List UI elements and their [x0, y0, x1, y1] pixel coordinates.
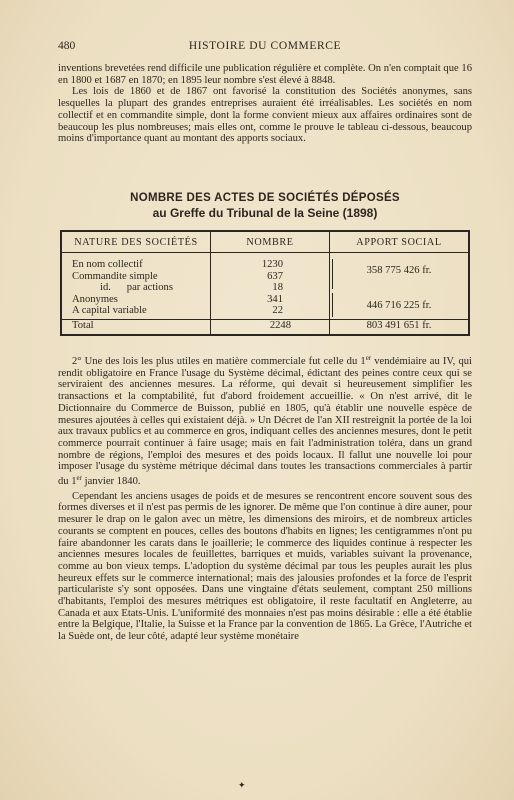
- total-apport: 803 491 651 fr.: [330, 319, 470, 335]
- table-cell: 341: [267, 293, 283, 305]
- body-text: [58, 353, 472, 643]
- paragraph: inventions brevetées rend difficile une publication régulière et complète. On n'en comptait que 16 en 1800 et 1687 en 1870; en 1895 leur nombre s'est élevé à 8848.: [58, 63, 472, 86]
- table-cell: 446 716 225 fr.: [366, 300, 432, 311]
- table-cell: Anonymes: [72, 293, 118, 305]
- table-cell: En nom collectif: [72, 259, 143, 270]
- total-row: [61, 319, 469, 335]
- text-span: vendémiaire au IV, qui rendit obligatoire en France l'usage du Système décimal, édictant des peines contre ceux qui se serviraient des anciennes mesures. La réforme, qui devait si heureusement simplifier les transactions et la comptabilité, fut d'abord froidement accueillie. « On n'est arrivé, dit le Dictionnaire du Commerce de Buisson, publié en 1805, qu'à établir une nouvelle espèce de mesures ajoutées à celles qui existaient déjà. » Un Décret de l'an XII restreignit la portée de la loi aux travaux publics et au commerce en gros, indiquant celles des anciennes mesures, dont le petit commerce pourrait continuer à faire usage; mais en fait l'administration toléra, dans un grand nombre de régions, l'emploi des mesures et des poids locaux. Il fallut une nouvelle loi pour imposer l'usage du système métrique décimal dans toutes les transactions commerciales à partir du 1: [58, 356, 472, 488]
- table-cell: 22: [272, 305, 283, 317]
- paragraph: Les lois de 1860 et de 1867 ont favorisé la constitution des Sociétés anonymes, sans lesquelles la plupart des grandes entreprises auraient été irréalisables. Les sociétés en nom collectif et en commandite simple, dont la forme convient mieux aux affaires ordinaires sont de beaucoup les plus nombreuses; mais elles ont, comme le prouve le tableau ci-dessous, beaucoup moins d'importance quant au montant des apports sociaux.: [58, 86, 472, 145]
- column-header: NATURE DES SOCIÉTÉS: [61, 231, 211, 253]
- running-title: HISTOIRE DU COMMERCE: [188, 40, 342, 52]
- superscript: er: [365, 354, 372, 362]
- paragraph: [58, 353, 472, 488]
- superscript: er: [76, 474, 82, 483]
- table-cell: 637: [267, 270, 283, 282]
- table-cell: 358 775 426 fr.: [366, 265, 432, 276]
- nombre-cell: [211, 253, 330, 320]
- table-title-line2: au Greffe du Tribunal de la Seine (1898): [152, 206, 378, 220]
- column-header: APPORT SOCIAL: [330, 231, 470, 253]
- ornament-mark: ✦: [238, 780, 246, 790]
- intro-text: [58, 63, 472, 145]
- text-span: 2° Une des lois les plus utiles en matière commerciale fut celle du 1: [72, 356, 366, 367]
- table-cell: 18: [272, 282, 283, 294]
- societies-table: [60, 230, 470, 336]
- text-span: janvier 1840.: [82, 476, 141, 488]
- total-label: Total: [61, 319, 211, 335]
- table-body-row: [61, 253, 469, 320]
- table-cell: id. par actions: [100, 282, 173, 294]
- table-cell: Commandite simple: [72, 270, 158, 282]
- table-header-row: [61, 231, 469, 253]
- paragraph: Cependant les anciens usages de poids et de mesures se rencontrent encore souvent sous des formes diverses et il n'est pas permis de les ignorer. De même que l'on continue à dire auner, pour mesurer le drap on le galon avec un mètre, les dimensions des miroirs, et de nombreux articles courants se comptent en pouces, celles des boutons d'habits en lignes; les centigrammes n'ont pu faire abandonner les carats dans le joaillerie; le commerce des liquides continue à respecter les anciennes mesures locales de feuillettes, barriques et muids, variables suivant la provenance, comme au bon vieux temps. L'adoption du système décimal par tous les peuples aurait les plus heureux effets sur le commerce international; mais des jalousies profondes et la force de l'esprit particulariste s'y sont opposées. Dans une vingtaine d'états seulement, comptant 250 millions d'habitants, l'emploi des mesures métriques est obligatoire, il reste facultatif en Angleterre, au Canada et aux Etats-Unis. L'uniformité des monnaies n'est pas moins désirable : elle a été établie entre la Belgique, l'Italie, la Suisse et la France par la convention de 1865. La Grèce, l'Autriche et la Suède ont, de leur côté, adapté leur système monétaire: [58, 490, 472, 643]
- column-header: NOMBRE: [211, 231, 330, 253]
- table-cell: 1230: [261, 259, 283, 270]
- running-header: [58, 40, 472, 54]
- table-cell: A capital variable: [72, 305, 147, 317]
- nature-cell: [61, 253, 211, 320]
- table-title: [58, 191, 472, 221]
- table-title-line1: NOMBRE DES ACTES DE SOCIÉTÉS DÉPOSÉS: [130, 192, 400, 204]
- apport-cell: [330, 253, 470, 320]
- page-number: 480: [58, 40, 76, 52]
- total-nombre: 2248: [211, 319, 330, 335]
